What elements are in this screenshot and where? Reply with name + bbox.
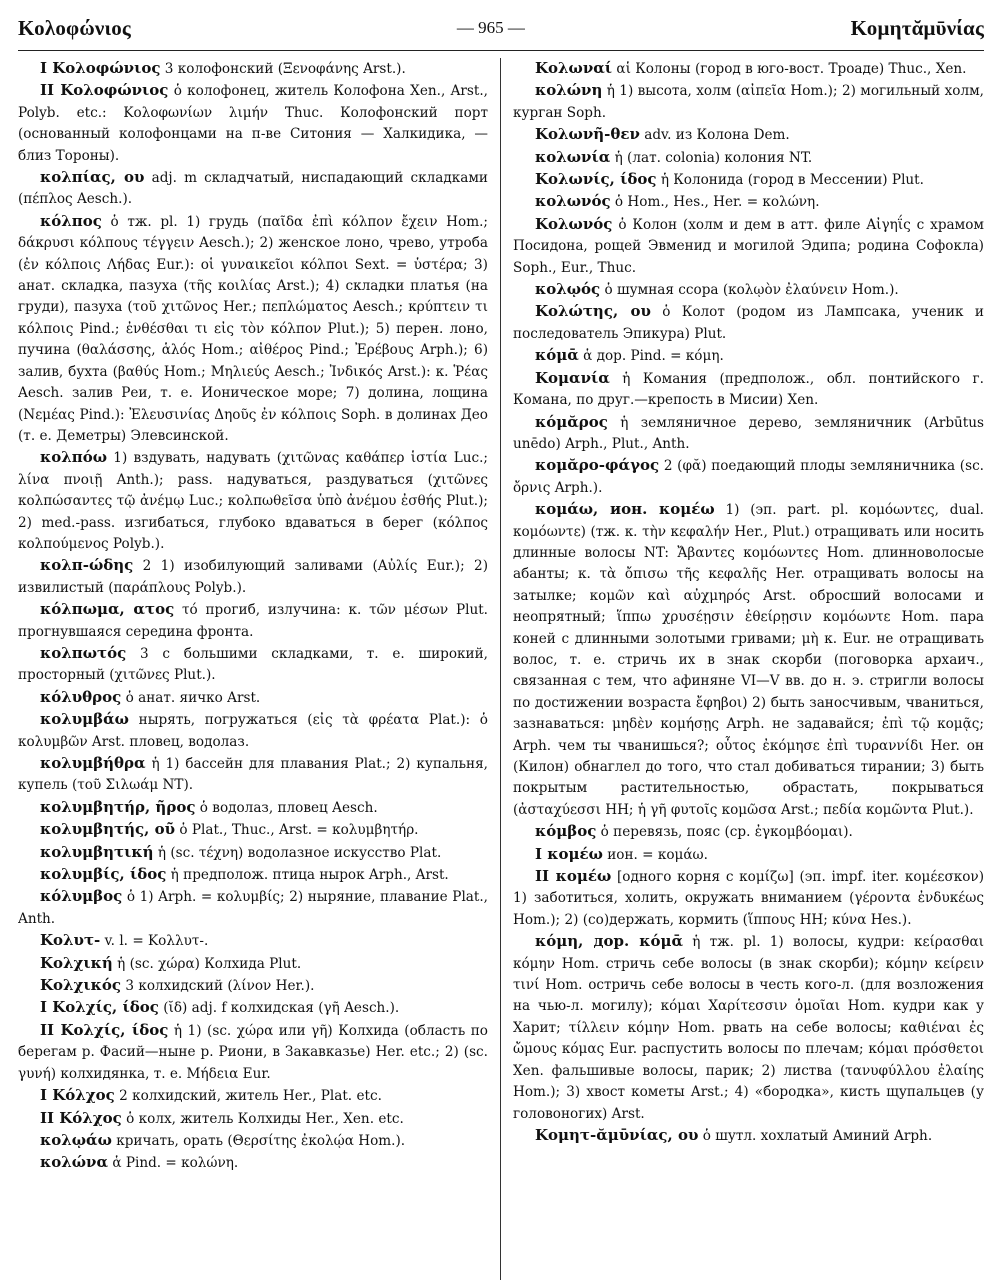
- dictionary-entry: [18, 1152, 488, 1174]
- entry-headword: κόλπωμα, ατος: [40, 600, 175, 619]
- entry-definition: [одного корня с κομίζω] (эп. impf. iter. κομέεσκον) 1) заботиться, холить, окружать вниманием (γέροντα ἐνδυκέως Hom.); 2) (со)держать, кормить (ἵππους HH; κύνα Hes.).: [513, 869, 984, 928]
- entry-headword: κολπωτός: [40, 643, 127, 662]
- entry-headword: Κομανία: [535, 368, 610, 387]
- entry-headword: κολυμβίς, ίδος: [40, 865, 167, 884]
- dictionary-entry: [513, 345, 984, 367]
- dictionary-entry: [18, 997, 488, 1019]
- entry-definition: ἁ Pind. = κολώνη.: [108, 1155, 239, 1172]
- dictionary-entry: [18, 167, 488, 211]
- entry-definition: ὁ Колот (родом из Лампсака, ученик и последователь Эпикура) Plut.: [513, 304, 984, 342]
- dictionary-entry: [513, 368, 984, 412]
- entry-definition: ὁ шумная ссора (κολῳὸν ἐλαύνειν Hom.).: [600, 282, 899, 299]
- dictionary-entry: [18, 687, 488, 709]
- entry-headword: κολυμβητής, οῦ: [40, 820, 176, 839]
- dictionary-entry: [18, 975, 488, 997]
- dictionary-entry: [513, 931, 984, 1125]
- entry-definition: ἡ (sc. τέχνη) водолазное искусство Plat.: [153, 844, 442, 861]
- entry-definition: ἡ (лат. colonia) колония NT.: [610, 149, 813, 166]
- entry-headword: Κολωναί: [535, 59, 613, 77]
- entry-headword: κολυμβάω: [40, 710, 129, 729]
- dictionary-entry: [18, 599, 488, 643]
- dictionary-entry: [18, 1020, 488, 1085]
- page-number: — 965 —: [456, 18, 525, 37]
- dictionary-entry: [18, 80, 488, 167]
- dictionary-entry: [18, 819, 488, 841]
- dictionary-entry: [18, 1085, 488, 1107]
- dictionary-entry: [513, 821, 984, 843]
- entry-headword: Κολωνῆ-θεν: [535, 125, 640, 144]
- entry-headword: κολώνη: [535, 81, 603, 100]
- entry-headword: κόμβος: [535, 822, 597, 841]
- entry-definition: ἡ 1) бассейн для плавания Plat.; 2) купальня, купель (τοῦ Σιλωάμ NT).: [18, 756, 488, 794]
- dictionary-entry: [513, 147, 984, 169]
- entry-definition: ион. = κομάω.: [602, 846, 708, 863]
- entry-definition: 3 с большими складками, т. е. широкий, просторный (χιτῶνες Plut.).: [18, 645, 488, 684]
- entry-definition: ὁ 1) Arph. = κολυμβίς; 2) ныряние, плавание Plat., Anth.: [18, 889, 488, 927]
- dictionary-entry: [513, 412, 984, 456]
- entry-headword: II Κολχίς, ίδος: [40, 1020, 169, 1039]
- entry-headword: κολπ-ώδης: [40, 556, 134, 575]
- entry-definition: ἡ тж. pl. 1) волосы, кудри: κείρασθαι κόμην Hom. стричь себе волосы (в знак скорби); κόμην κείρειν τινί Hom. остричь себе волосы в честь кого-л. (для возложения на чью-л. могилу); κόμαι Χαρίτεσσιν ὁμοῖαι Hom. кудри как у Харит; τίλλειν κόμην Hom. рвать на себе волосы; καθιέναι ἐς ὤμους κόμας Eur. распустить волосы по плечам; κόμαι πρόσθετοι Xen. фальшивые волосы, парик; 2) листва (τανυφύλλου ἐλαίης Hom.); 3) хвост кометы Arst.; 4) «бородка», кисть щупальцев (у головоногих) Arst.: [513, 934, 984, 1122]
- entry-definition: (ῐδ) adj. f колхидская (γῆ Aesch.).: [158, 1000, 400, 1017]
- entry-definition: αἱ Колоны (город в юго-вост. Троаде) Thuc., Xen.: [612, 61, 967, 77]
- dictionary-entry: [18, 1130, 488, 1152]
- entry-headword: κόμη, дор. κόμᾱ: [535, 932, 684, 951]
- entry-definition: 1) (эп. part. pl. κομόωντες, dual. κομόωντε) (тж. κ. τὴν κεφαλήν Her., Plut.) отращивать или носить длинные волосы NT: Ἄβαντες κομόωντες Hom. длинноволосые абанты; κ. τὰ ὄπισω τῆς κεφαλῆς Her. отращивать волосы на затылке; κομῶν καὶ αὐχμηρός Arst. обросший волосами и неопрятный; ἵππω χρυσέῃσιν ἐθείρῃσιν κομόωντε Hom. пара коней с длинными золотыми гривами; μὴ κ. Eur. не отращивать волос, т. е. стричь их в знак скорби (поговорка архаич., связанная с тем, что афиняне VI—V вв. до н. э. стригли волосы по достижении возраста ἔφηβοι) 2) быть заносчивым, чваниться, зазнаваться: μηδὲν κομήσῃς Arph. не задавайся; ἐπὶ τῷ κομᾷς; Arph. чем ты чванишься?; οὗτος ἐκόμησε ἐπὶ τυραννίδι Her. он (Килон) обнаглел до того, что стал добиваться тирании; 3) быть покрытым растительностью, обрастать, покрываться (ἀσταχύεσσι HH; ἡ γῆ φυτοῖς κομῶσα Arst.; πεδία κομῶντα Plut.).: [513, 502, 984, 818]
- entry-headword: Κολώτης, ου: [535, 302, 651, 321]
- left-running-headword: Κολοφώνιος: [18, 15, 131, 40]
- entry-definition: ἡ земляничное дерево, земляничник (Arbūtus unēdo) Arph., Plut., Anth.: [513, 414, 984, 452]
- entry-definition: v. l. = Κολλυτ-.: [100, 933, 209, 950]
- dictionary-entry: [18, 555, 488, 599]
- dictionary-entry: [513, 499, 984, 821]
- entry-definition: ἡ 1) (sc. χώρα или γῆ) Колхида (область по берегам р. Фасий—ныне р. Риони, в Закавказье) Her. etc.; 2) (sc. γυνή) колхидянка, т. е. Μήδεια Eur.: [18, 1022, 488, 1082]
- entry-definition: кричать, орать (Θερσίτης ἐκολῴα Hom.).: [111, 1132, 406, 1149]
- entry-definition: 2 (φᾰ) поедающий плоды земляничника (sc. ὄρνις Arph.).: [513, 458, 984, 496]
- entry-definition: ὁ перевязь, пояс (ср. ἐγκομβόομαι).: [596, 824, 853, 841]
- entry-definition: ἡ 1) высота, холм (αἰπεῖα Hom.); 2) могильный холм, курган Soph.: [513, 83, 984, 121]
- entry-definition: ἡ (sc. χώρα) Колхида Plut.: [112, 955, 302, 972]
- dictionary-entry: [18, 211, 488, 447]
- entry-headword: κόλπος: [40, 211, 102, 230]
- entry-definition: adv. из Колона Dem.: [639, 127, 790, 144]
- entry-definition: ἡ Комания (предполож., обл. понтийского г. Комана, по друг.—крепость в Мисии) Xen.: [513, 370, 984, 409]
- dictionary-entry: [18, 643, 488, 687]
- entry-headword: I Κολχίς, ίδος: [40, 998, 159, 1017]
- dictionary-entry: [513, 301, 984, 345]
- entry-headword: κολυμβητήρ, ῆρος: [40, 797, 196, 816]
- entry-headword: κομᾰρο-φάγος: [535, 456, 660, 475]
- entry-headword: κολυμβητική: [40, 842, 154, 861]
- entry-headword: κόμᾰρος: [535, 412, 608, 431]
- entry-headword: Κομητ-ᾰμῡνίας, ου: [535, 1125, 699, 1144]
- entry-definition: 2 1) изобилующий заливами (Αὐλίς Eur.); 2) извилистый (παράπλους Polyb.).: [18, 558, 488, 596]
- entry-headword: I Κολοφώνιος: [40, 59, 161, 77]
- entry-headword: κολπίας, ου: [40, 168, 145, 187]
- entry-headword: I Κόλχος: [40, 1086, 115, 1105]
- entry-definition: ὁ Plat., Thuc., Arst. = κολυμβητήρ.: [175, 822, 419, 839]
- dictionary-entry: [18, 709, 488, 753]
- entry-headword: κολῳάω: [40, 1130, 112, 1149]
- dictionary-entry: [18, 886, 488, 930]
- entry-headword: Κολωνός: [535, 214, 613, 233]
- entry-headword: κολωνία: [535, 147, 611, 166]
- dictionary-entry: [18, 953, 488, 975]
- entry-headword: Κολχικός: [40, 976, 122, 995]
- dictionary-entry: [18, 797, 488, 819]
- dictionary-entry: [513, 214, 984, 279]
- dictionary-entry: [513, 80, 984, 124]
- entry-definition: 1) вздувать, надувать (χιτῶνας καθάπερ ἱστία Luc.; λίνα πνοιῇ Anth.); pass. надуваться, раздуваться (χιτῶνες κολπώσαντες τῷ ἀνέμῳ Luc.; κολπωθεῖσα ὑπὸ ἀνέμου ἐσθής Plut.); 2) med.-pass. изгибаться, глубоко вдаваться в берег (κόλπος κολπούμενος Polyb.).: [18, 450, 488, 552]
- entry-definition: adj. m складчатый, ниспадающий складками (πέπλος Aesch.).: [18, 170, 488, 208]
- entry-headword: κολωνός: [535, 192, 611, 211]
- entry-definition: ὁ анат. яичко Arst.: [121, 689, 261, 706]
- entry-headword: κολώνα: [40, 1153, 108, 1172]
- entry-headword: II Κολοφώνιος: [40, 81, 169, 100]
- right-running-headword: Κομητᾰμῡνίας: [850, 15, 984, 40]
- entry-headword: I κομέω: [535, 844, 603, 863]
- entry-definition: ὁ тж. pl. 1) грудь (παῖδα ἐπὶ κόλπον ἔχειν Hom.; δάκρυσι κόλπους τέγγειν Aesch.); 2) женское лоно, чрево, утроба (ἐν κόλποις Λήδας Eur.): οἱ γυναικεῖοι κόλποι Sext. = ὑστέρα; 3) анат. складка, пазуха (τῆς κοιλίας Arst.); 4) складки платья (на груди), пазуха (τοῦ χιτῶνος Her.; πεπλώματος Aesch.; κρύπτειν τι κόλποις Pind.; ἐνθέσθαι τι εἰς τὸν κόλπον Plut.); 5) перен. лоно, пучина (θαλάσσης, ἁλός Hom.; αἰθέρος Pind.; Ἐρέβους Arph.); 6) залив, бухта (βαθύς Hom.; Μηλιεύς Aesch.; Ἰνδικός Arst.): κ. Ῥέας Aesch. залив Реи, т. е. Ионическое море; 7) долина, лощина (Νεμέας Pind.): Ἐλευσινίας Δηοῦς ἐν κόλποις Soph. в долинах Део (т. е. Деметры) Элевсинской.: [18, 213, 488, 444]
- dictionary-entry: [513, 169, 984, 191]
- entry-definition: ἡ предполож. птица нырок Arph., Arst.: [166, 867, 449, 884]
- entry-headword: κολυμβήθρα: [40, 754, 146, 772]
- dictionary-entry: [18, 447, 488, 555]
- dictionary-entry: [18, 58, 488, 80]
- entry-definition: ἁ дор. Pind. = κόμη.: [578, 348, 724, 365]
- entry-definition: ὁ Колон (холм и дем в атт. филе Αἰγηΐς с храмом Посидона, рощей Эвменид и могилой Эдипа; родина Софокла) Soph., Eur., Thuc.: [513, 216, 984, 276]
- right-column: [501, 58, 984, 1280]
- entry-definition: 3 колофонский (Ξενοφάνης Arst.).: [160, 61, 406, 77]
- dictionary-entry: [513, 124, 984, 146]
- dictionary-entry: [513, 191, 984, 213]
- entry-headword: II Κόλχος: [40, 1108, 122, 1127]
- entry-headword: Κολυτ-: [40, 931, 101, 950]
- dictionary-entry: [18, 753, 488, 797]
- entry-definition: ὁ колофонец, житель Колофона Xen., Arst., Polyb. etc.: Κολοφωνίων λιμήν Thuc. Колофонский порт (основанный колофонцами на п-ве Ситония — Халкидика, — близ Тороны).: [18, 83, 488, 164]
- entry-definition: ὁ водолаз, пловец Aesch.: [195, 799, 378, 816]
- entry-definition: ὁ Hom., Hes., Her. = κολώνη.: [610, 194, 820, 211]
- entry-headword: κόλυμβος: [40, 887, 123, 906]
- entry-headword: κομάω, ион. κομέω: [535, 500, 715, 519]
- dictionary-entry: [513, 455, 984, 499]
- entry-definition: 2 колхидский, житель Her., Plat. etc.: [114, 1088, 382, 1105]
- entry-columns: [18, 58, 984, 1280]
- dictionary-entry: [513, 844, 984, 866]
- entry-headword: Κολωνίς, ίδος: [535, 170, 657, 189]
- entry-definition: ὁ колх, житель Колхиды Her., Xen. etc.: [121, 1110, 404, 1127]
- entry-definition: нырять, погружаться (εἰς τὰ φρέατα Plat.): ὁ κολυμβῶν Arst. пловец, водолаз.: [18, 712, 488, 750]
- entry-headword: κολῳός: [535, 280, 601, 299]
- entry-definition: τό прогиб, излучина: κ. τῶν μέσων Plut. прогнувшаяся середина фронта.: [18, 602, 488, 640]
- dictionary-entry: [513, 279, 984, 301]
- dictionary-entry: [18, 930, 488, 952]
- dictionary-entry: [18, 864, 488, 886]
- dictionary-entry: [513, 58, 984, 80]
- dictionary-entry: [513, 866, 984, 931]
- dictionary-entry: [513, 1125, 984, 1147]
- dictionary-entry: [18, 842, 488, 864]
- entry-definition: 3 колхидский (λίνον Her.).: [121, 978, 315, 995]
- entry-headword: κόλυθρος: [40, 687, 122, 706]
- entry-definition: ὁ шутл. хохлатый Аминий Arph.: [698, 1127, 933, 1144]
- entry-headword: II κομέω: [535, 867, 612, 886]
- entry-definition: ἡ Колонида (город в Мессении) Plut.: [656, 172, 924, 189]
- entry-headword: κόμᾱ: [535, 346, 579, 365]
- page-header: [18, 8, 984, 48]
- header-rule: [18, 50, 984, 51]
- entry-headword: κολπόω: [40, 448, 108, 467]
- entry-headword: Κολχική: [40, 953, 113, 972]
- dictionary-entry: [18, 1108, 488, 1130]
- left-column: [18, 58, 501, 1280]
